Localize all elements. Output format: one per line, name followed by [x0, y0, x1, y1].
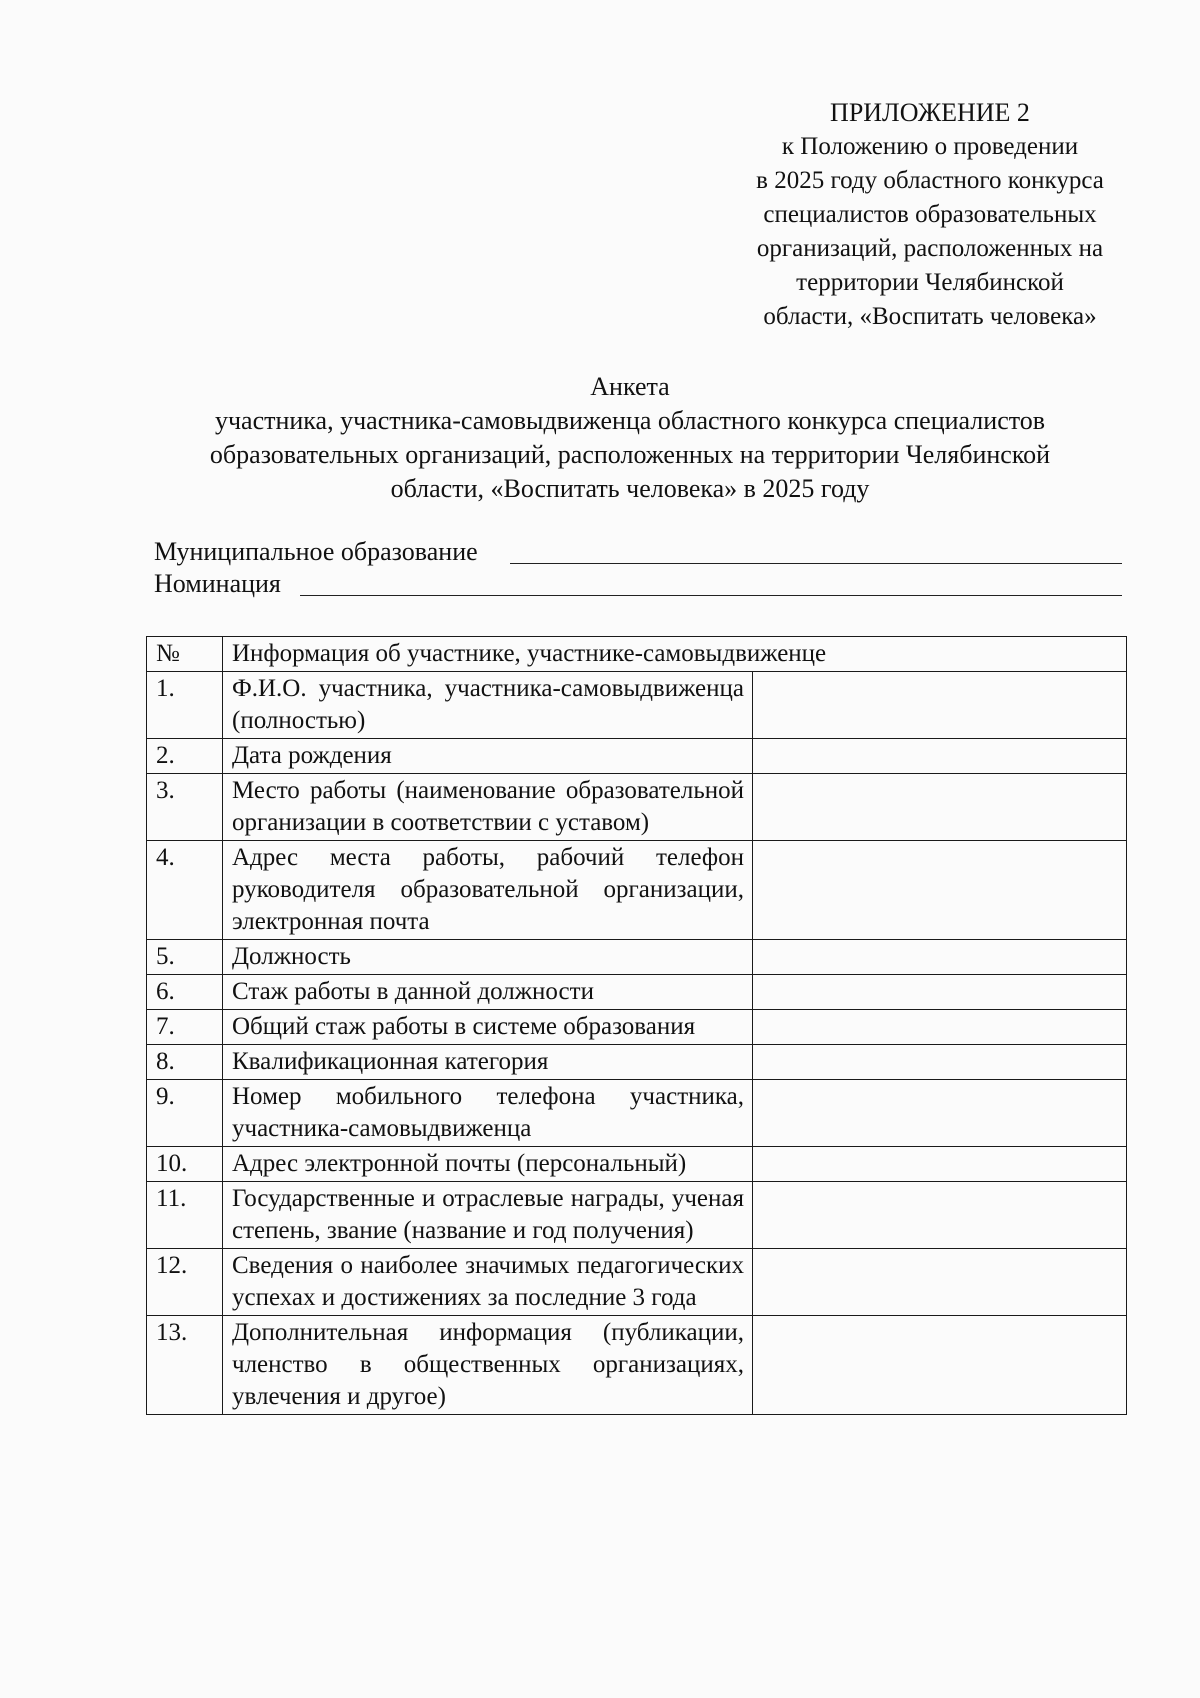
row-number: 5. [147, 940, 223, 975]
participant-info-table [146, 636, 1127, 1415]
table-header-row [147, 637, 1127, 672]
municipality-field [154, 536, 478, 568]
row-value-cell[interactable] [753, 1080, 1127, 1147]
row-number: 11. [147, 1182, 223, 1249]
row-value-cell[interactable] [753, 1249, 1127, 1316]
table-row [147, 1316, 1127, 1415]
row-value-cell[interactable] [753, 1045, 1127, 1080]
row-label: Номер мобильного телефона участника, участника-самовыдвиженца [223, 1080, 753, 1147]
row-label: Место работы (наименование образовательной организации в соответствии с уставом) [223, 774, 753, 841]
row-value-cell[interactable] [753, 1182, 1127, 1249]
row-number: 12. [147, 1249, 223, 1316]
row-number: 4. [147, 841, 223, 940]
row-label: Стаж работы в данной должности [223, 975, 753, 1010]
form-heading [130, 370, 1130, 506]
table-row [147, 1045, 1127, 1080]
table-row [147, 1080, 1127, 1147]
appendix-line: специалистов образовательных [763, 201, 1097, 228]
appendix-title: ПРИЛОЖЕНИЕ 2 [830, 98, 1030, 127]
header-num: № [147, 637, 223, 672]
row-label: Должность [223, 940, 753, 975]
row-value-cell[interactable] [753, 672, 1127, 739]
row-number: 7. [147, 1010, 223, 1045]
row-label: Государственные и отраслевые награды, ученая степень, звание (название и год получения) [223, 1182, 753, 1249]
row-number: 1. [147, 672, 223, 739]
row-number: 9. [147, 1080, 223, 1147]
table-row [147, 975, 1127, 1010]
row-value-cell[interactable] [753, 841, 1127, 940]
table-row [147, 1249, 1127, 1316]
row-label: Адрес места работы, рабочий телефон руководителя образовательной организации, электронная почта [223, 841, 753, 940]
municipality-label: Муниципальное образование [154, 537, 478, 566]
row-label: Дополнительная информация (публикации, членство в общественных организациях, увлечения и другое) [223, 1316, 753, 1415]
row-label: Общий стаж работы в системе образования [223, 1010, 753, 1045]
row-number: 13. [147, 1316, 223, 1415]
form-subtitle-line: области, «Воспитать человека» в 2025 году [390, 474, 870, 503]
row-label: Сведения о наиболее значимых педагогических успехах и достижениях за последние 3 года [223, 1249, 753, 1316]
table-row [147, 1010, 1127, 1045]
table-row [147, 774, 1127, 841]
table-row [147, 672, 1127, 739]
table-row [147, 739, 1127, 774]
nomination-label: Номинация [154, 569, 281, 598]
table-row [147, 841, 1127, 940]
row-value-cell[interactable] [753, 1147, 1127, 1182]
appendix-line: области, «Воспитать человека» [763, 303, 1097, 330]
nomination-field [154, 568, 281, 600]
row-label: Дата рождения [223, 739, 753, 774]
row-value-cell[interactable] [753, 975, 1127, 1010]
table-row [147, 940, 1127, 975]
table-row [147, 1147, 1127, 1182]
row-value-cell[interactable] [753, 1010, 1127, 1045]
appendix-line: в 2025 году областного конкурса [756, 167, 1104, 194]
table-row [147, 1182, 1127, 1249]
row-number: 6. [147, 975, 223, 1010]
nomination-input-line[interactable] [300, 595, 1122, 596]
form-subtitle-line: образовательных организаций, расположенных на территории Челябинской [209, 440, 1051, 469]
row-label: Ф.И.О. участника, участника-самовыдвиженца (полностью) [223, 672, 753, 739]
row-number: 2. [147, 739, 223, 774]
row-number: 3. [147, 774, 223, 841]
appendix-line: к Положению о проведении [781, 133, 1079, 160]
appendix-line: организаций, расположенных на [756, 235, 1104, 262]
appendix-line: территории Челябинской [796, 269, 1064, 296]
row-number: 8. [147, 1045, 223, 1080]
row-value-cell[interactable] [753, 739, 1127, 774]
form-subtitle-line: участника, участника-самовыдвиженца областного конкурса специалистов [214, 406, 1046, 435]
row-value-cell[interactable] [753, 1316, 1127, 1415]
appendix-block [680, 96, 1180, 334]
row-value-cell[interactable] [753, 940, 1127, 975]
form-title: Анкета [590, 372, 670, 401]
row-label: Квалификационная категория [223, 1045, 753, 1080]
row-value-cell[interactable] [753, 774, 1127, 841]
header-info: Информация об участнике, участнике-самовыдвиженце [223, 637, 1127, 672]
municipality-input-line[interactable] [510, 563, 1122, 564]
row-number: 10. [147, 1147, 223, 1182]
row-label: Адрес электронной почты (персональный) [223, 1147, 753, 1182]
